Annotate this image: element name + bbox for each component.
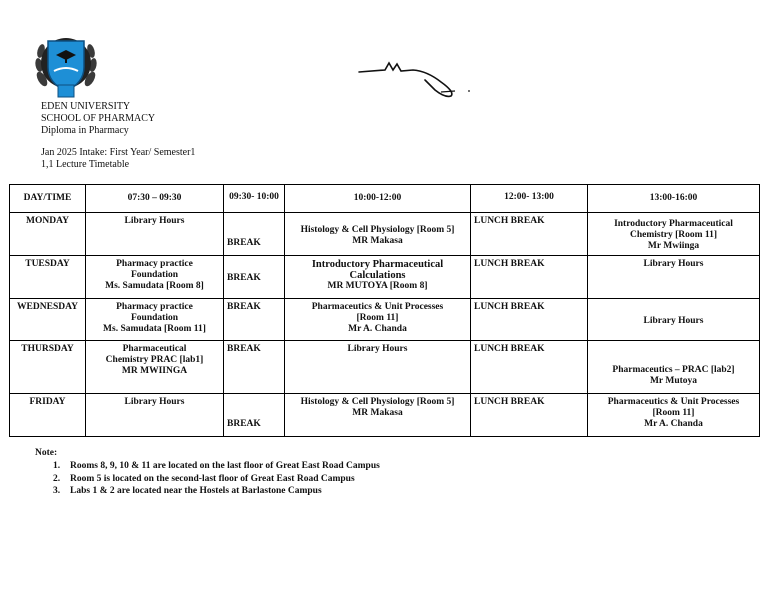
lunch-cell: LUNCH BREAK xyxy=(471,213,588,256)
table-row xyxy=(10,394,760,437)
column-header: 10:00-12:00 xyxy=(285,185,471,213)
day-cell: THURSDAY xyxy=(10,341,86,394)
session-cell: Pharmacy practice Foundation Ms. Samudata [Room 11] xyxy=(86,299,224,341)
day-cell: WEDNESDAY xyxy=(10,299,86,341)
table-header-row xyxy=(10,185,760,213)
session-cell: Library Hours xyxy=(86,394,224,437)
column-header: 12:00- 13:00 xyxy=(471,185,588,213)
notes-list xyxy=(53,460,380,498)
session-cell: Library Hours xyxy=(588,299,760,341)
break-cell: BREAK xyxy=(224,213,285,256)
day-cell: FRIDAY xyxy=(10,394,86,437)
list-item: 2. Room 5 is located on the second-last floor of Great East Road Campus xyxy=(53,473,355,484)
break-cell: BREAK xyxy=(224,256,285,299)
day-cell: TUESDAY xyxy=(10,256,86,299)
timetable-title: 1,1 Lecture Timetable xyxy=(41,159,130,170)
session-cell: Pharmaceutics – PRAC [lab2] Mr Mutoya xyxy=(588,341,760,394)
lunch-cell: LUNCH BREAK xyxy=(471,341,588,394)
table-row xyxy=(10,213,760,256)
session-cell: Introductory Pharmaceutical Chemistry [Room 11] Mr Mwiinga xyxy=(588,213,760,256)
school-name: SCHOOL OF PHARMACY xyxy=(41,113,156,124)
lunch-cell: LUNCH BREAK xyxy=(471,394,588,437)
break-cell: BREAK xyxy=(224,394,285,437)
day-cell: MONDAY xyxy=(10,213,86,256)
break-cell: BREAK xyxy=(224,341,285,394)
table-row xyxy=(10,341,760,394)
session-cell: Pharmaceutics & Unit Processes [Room 11] Mr A. Chanda xyxy=(285,299,471,341)
session-cell: Pharmacy practice Foundation Ms. Samudata [Room 8] xyxy=(86,256,224,299)
column-header: 09:30- 10:00 xyxy=(224,185,285,213)
column-header: 13:00-16:00 xyxy=(588,185,760,213)
university-crest-icon xyxy=(34,33,98,101)
university-name: EDEN UNIVERSITY xyxy=(41,101,131,112)
session-cell: Library Hours xyxy=(588,256,760,299)
lunch-cell: LUNCH BREAK xyxy=(471,256,588,299)
notes-label: Note: xyxy=(35,448,58,458)
program-name: Diploma in Pharmacy xyxy=(41,125,129,136)
session-cell: Pharmaceutical Chemistry PRAC [lab1] MR MWIINGA xyxy=(86,341,224,394)
break-cell: BREAK xyxy=(224,299,285,341)
handwritten-signature-icon xyxy=(355,58,475,98)
list-item: 1. Rooms 8, 9, 10 & 11 are located on the last floor of Great East Road Campus xyxy=(53,461,380,471)
lunch-cell: LUNCH BREAK xyxy=(471,299,588,341)
table-row xyxy=(10,256,760,299)
intake-info: Jan 2025 Intake: First Year/ Semester1 xyxy=(41,147,196,158)
session-cell: Histology & Cell Physiology [Room 5] MR Makasa xyxy=(285,394,471,437)
table-row xyxy=(10,299,760,341)
lecture-timetable xyxy=(9,184,760,437)
session-cell: Library Hours xyxy=(86,213,224,256)
column-header: 07:30 – 09:30 xyxy=(86,185,224,213)
session-cell: Library Hours xyxy=(285,341,471,394)
session-cell: Introductory Pharmaceutical Calculations MR MUTOYA [Room 8] xyxy=(285,256,471,299)
session-cell: Pharmaceutics & Unit Processes [Room 11] Mr A. Chanda xyxy=(588,394,760,437)
session-cell: Histology & Cell Physiology [Room 5] MR Makasa xyxy=(285,213,471,256)
list-item: 3. Labs 1 & 2 are located near the Hostels at Barlastone Campus xyxy=(53,486,322,496)
column-header: DAY/TIME xyxy=(10,185,86,213)
